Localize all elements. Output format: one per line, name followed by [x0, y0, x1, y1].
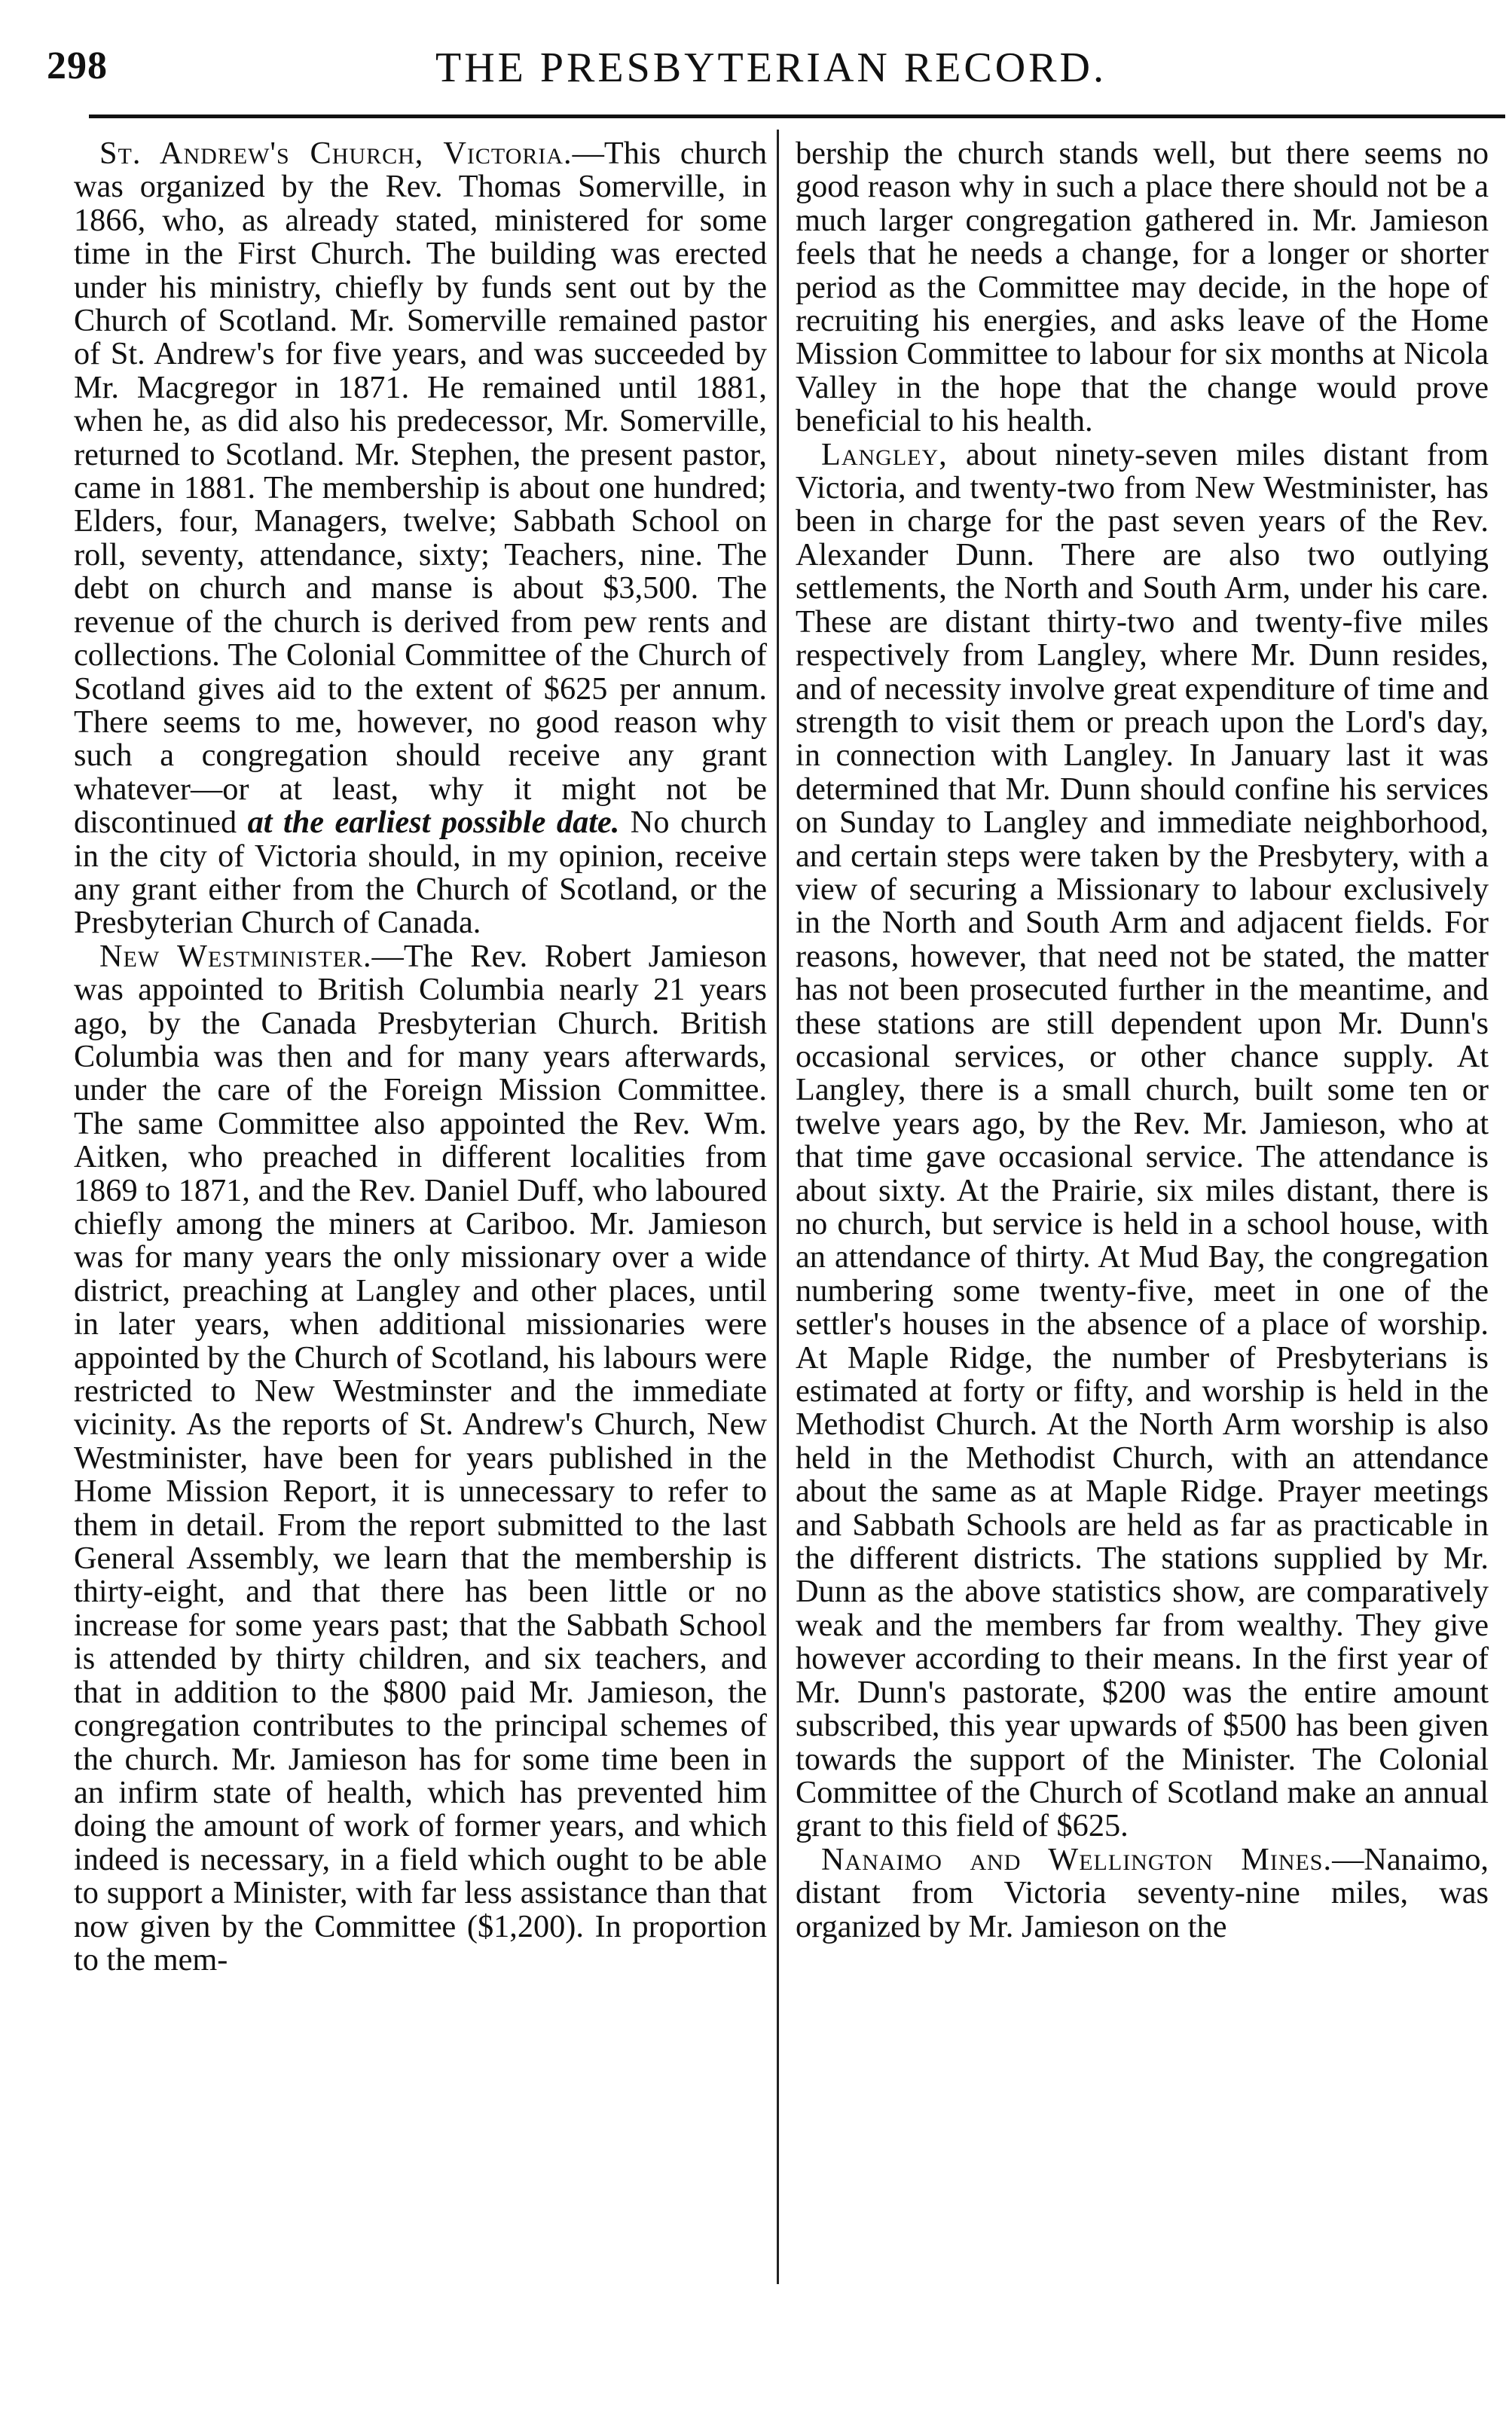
paragraph-text: —This church was organized by the Rev. Thomas Somerville, in 1866, who, as already stated, ministered for some time in the First Church. The building was erected under his ministry, chiefly by funds sent out by the Church of Scotland. Mr. Somerville remained pastor of St. Andrew's for five years, and was succeeded by Mr. Macgregor in 1871. He remained until 1881, when he, as did also his predecessor, Mr. Somerville, returned to Scotland. Mr. Stephen, the present pastor, came in 1881. The membership is about one hundred; Elders, four, Managers, twelve; Sabbath School on roll, seventy, attendance, sixty; Teachers, nine. The debt on church and manse is about $3,500. The revenue of the church is derived from pew rents and collections. The Colonial Committee of the Church of Scotland gives aid to the extent of $625 per annum. There seems to me, however, no good reason why such a congregation should receive any grant whatever—or at least, why it might not be discontinued: [74, 136, 767, 841]
section-heading: St. Andrew's Church, Victoria.: [99, 136, 573, 171]
paragraph-langley: [796, 438, 1489, 1843]
page-number: 298: [47, 44, 108, 87]
paragraph-nanaimo: [796, 1843, 1489, 1944]
running-head-title: THE PRESBYTERIAN RECORD.: [435, 44, 1107, 91]
emphasis-text: at the earliest possible date.: [247, 805, 620, 841]
right-column: [796, 137, 1489, 1944]
paragraph-text: —Nanaimo, distant from Victoria seventy-nine miles, was organized by Mr. Jamieson on the: [796, 1841, 1489, 1944]
section-heading: Langley,: [821, 436, 948, 472]
paragraph-continuation: [796, 137, 1489, 438]
paragraph-text: No church in the city of Victoria should, in my opinion, receive any grant either from the Church of Scotland, or the Presbyterian Church of Canada.: [74, 805, 768, 941]
paragraph-st-andrews-victoria: [74, 137, 767, 940]
section-heading: New Westminister.: [99, 938, 372, 974]
section-heading: Nanaimo and Wellington Mines.: [821, 1841, 1333, 1877]
paragraph-text: bership the church stands well, but there seems no good reason why in such a place there should not be a much larger congregation gathered in. Mr. Jamieson feels that he needs a change, for a longer or shorter period as the Committee may decide, in the hope of recruiting his energies, and asks leave of the Home Mission Committee to labour for six months at Nicola Valley in the hope that the change would prove beneficial to his health.: [796, 136, 1489, 439]
column-divider: [777, 130, 779, 2284]
paragraph-text: about ninety-seven miles distant from Victoria, and twenty-two from New Westminister, has been in charge for the past seven years of the Rev. Alexander Dunn. There are also two outlying settlements, the North and South Arm, under his care. These are distant thirty-two and twenty-five miles respectively from Langley, where Mr. Dunn resides, and of necessity involve great expenditure of time and strength to visit them or preach upon the Lord's day, in connection with Langley. In January last it was determined that Mr. Dunn should confine his services on Sunday to Langley and immediate neighborhood, and certain steps were taken by the Presbytery, with a view of securing a Missionary to labour exclusively in the North and South Arm and adjacent fields. For reasons, however, that need not be stated, the matter has not been prosecuted further in the meantime, and these stations are still dependent upon Mr. Dunn's occasional services, or other chance supply. At Langley, there is a small church, built some ten or twelve years ago, by the Rev. Mr. Jamieson, who at that time gave occasional service. The attendance is about sixty. At the Prairie, six miles distant, there is no church, but service is held in a school house, with an attendance of thirty. At Mud Bay, the congregation numbering some twenty-five, meet in one of the settler's houses in the absence of a place of worship. At Maple Ridge, the number of Presbyterians is estimated at forty or fifty, and worship is held in the Methodist Church. At the North Arm worship is also held in the Methodist Church, with an attendance about the same as at Maple Ridge. Prayer meetings and Sabbath Schools are held as far as practicable in the different districts. The stations supplied by Mr. Dunn as the above statistics show, are comparatively weak and the members far from wealthy. They give however according to their means. In the first year of Mr. Dunn's pastorate, $200 was the entire amount subscribed, this year upwards of $500 has been given towards the support of the Minister. The Colonial Committee of the Church of Scotland make an annual grant to this field of $625.: [796, 436, 1489, 1844]
paragraph-new-westminister: [74, 940, 767, 1977]
left-column: [74, 137, 767, 1977]
header-rule: [89, 115, 1505, 118]
paragraph-text: —The Rev. Robert Jamieson was appointed to British Columbia nearly 21 years ago, by the Canada Presbyterian Church. British Columbia was then and for many years afterwards, under the care of the Foreign Mission Committee. The same Committee also appointed the Rev. Wm. Aitken, who preached in different localities from 1869 to 1871, and the Rev. Daniel Duff, who laboured chiefly among the miners at Cariboo. Mr. Jamieson was for many years the only missionary over a wide district, preaching at Langley and other places, until in later years, when additional missionaries were appointed by the Church of Scotland, his labours were restricted to New Westminster and the immediate vicinity. As the reports of St. Andrew's Church, New Westminister, have been for years published in the Home Mission Report, it is unnecessary to refer to them in detail. From the report submitted to the last General Assembly, we learn that the membership is thirty-eight, and that there has been little or no increase for some years past; that the Sabbath School is attended by thirty children, and six teachers, and that in addition to the $800 paid Mr. Jamieson, the congregation contributes to the principal schemes of the church. Mr. Jamieson has for some time been in an infirm state of health, which has prevented him doing the amount of work of former years, and which indeed is necessary, in a field which ought to be able to support a Minister, with far less assistance than that now given by the Committee ($1,200). In proportion to the mem-: [74, 938, 767, 1977]
